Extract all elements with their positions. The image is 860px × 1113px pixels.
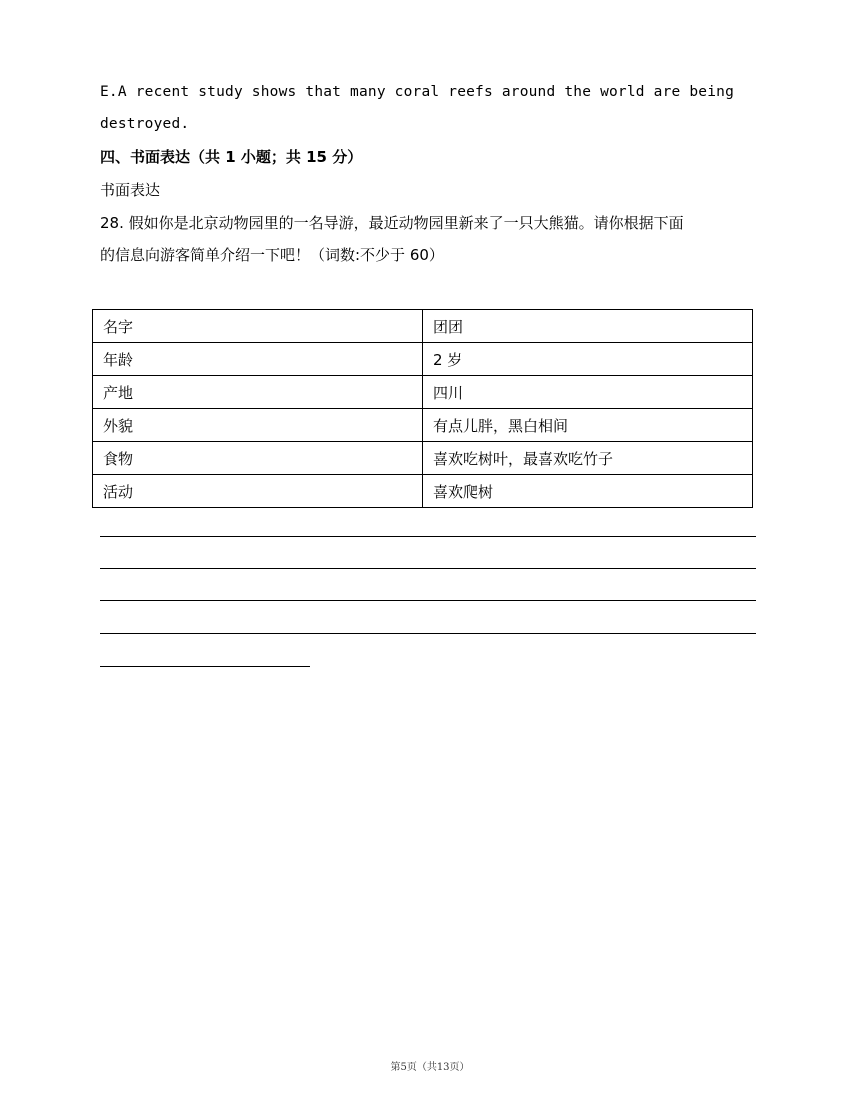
row-value: 四川: [423, 376, 753, 409]
table-row: [93, 343, 753, 376]
row-label: 食物: [93, 442, 423, 475]
row-value: 喜欢吃树叶，最喜欢吃竹子: [423, 442, 753, 475]
row-label: 活动: [93, 475, 423, 508]
row-label: 产地: [93, 376, 423, 409]
info-table: [92, 309, 753, 508]
table-row: [93, 475, 753, 508]
question-line-1: 28. 假如你是北京动物园里的一名导游，最近动物园里新来了一只大熊猫。请你根据下面: [100, 214, 684, 232]
table-row: [93, 409, 753, 442]
page-footer: 第5页（共13页）: [390, 1062, 470, 1073]
section-heading: 四、书面表达（共 1 小题；共 15 分）: [100, 148, 363, 166]
answer-line[interactable]: [100, 666, 310, 667]
row-label: 外貌: [93, 409, 423, 442]
table-row: [93, 376, 753, 409]
answer-line[interactable]: [100, 600, 756, 601]
answer-line[interactable]: [100, 568, 756, 569]
row-value: 团团: [423, 310, 753, 343]
question-line-2: 的信息向游客简单介绍一下吧！（词数:不少于 60）: [100, 246, 444, 264]
option-e-line-1: E.A recent study shows that many coral reefs around the world are being: [100, 84, 735, 100]
row-value: 2 岁: [423, 343, 753, 376]
row-value: 有点儿胖，黑白相间: [423, 409, 753, 442]
table-row: [93, 442, 753, 475]
section-subheading: 书面表达: [100, 181, 161, 199]
table-row: [93, 310, 753, 343]
row-value: 喜欢爬树: [423, 475, 753, 508]
row-label: 年龄: [93, 343, 423, 376]
row-label: 名字: [93, 310, 423, 343]
answer-line[interactable]: [100, 536, 756, 537]
answer-line[interactable]: [100, 633, 756, 634]
option-e-line-2: destroyed.: [100, 116, 190, 132]
